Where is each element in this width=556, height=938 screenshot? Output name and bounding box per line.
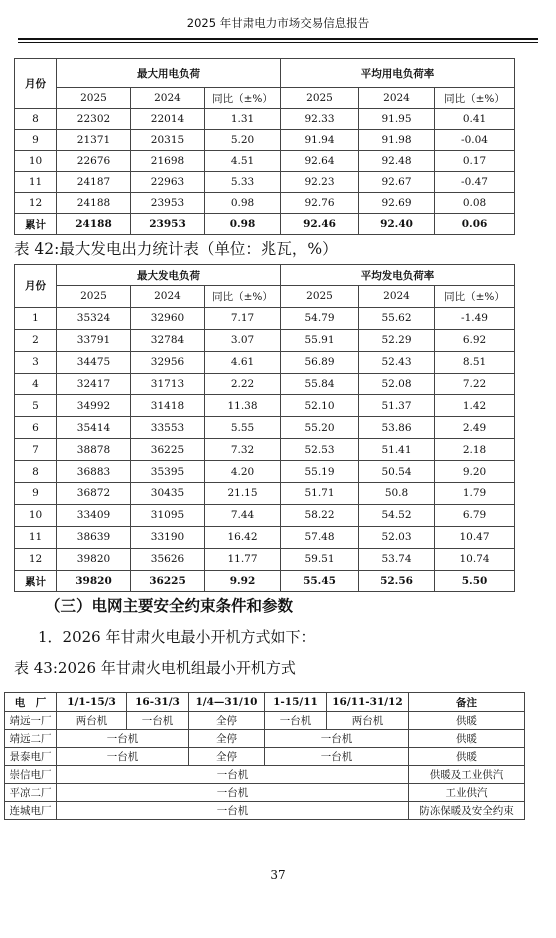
table-cell: 38639	[57, 526, 131, 548]
month-cell: 12	[15, 193, 57, 214]
table-cell: 8.51	[435, 351, 515, 373]
month-cell: 1	[15, 307, 57, 329]
subheader-cell: 2025	[57, 88, 131, 109]
table-cell: 92.76	[281, 193, 359, 214]
month-cell: 2	[15, 329, 57, 351]
total-cell: 9.92	[205, 570, 281, 592]
table-row	[5, 802, 525, 820]
table-cell: 21698	[131, 151, 205, 172]
total-row	[15, 570, 515, 592]
table-cell: 11.38	[205, 395, 281, 417]
table-cell: 6.92	[435, 329, 515, 351]
table-cell: 34992	[57, 395, 131, 417]
table-cell: 5.20	[205, 130, 281, 151]
table-cell: 全停	[189, 730, 265, 748]
remark-cell: 供暖	[409, 730, 525, 748]
table-cell: 一台机	[57, 748, 189, 766]
remark-cell: 供暖	[409, 748, 525, 766]
table-cell: 31418	[131, 395, 205, 417]
table-cell: 6.79	[435, 504, 515, 526]
table-cell: 全停	[189, 712, 265, 730]
table-cell: 20315	[131, 130, 205, 151]
table-cell: 38878	[57, 439, 131, 461]
table-row	[5, 748, 525, 766]
table-row	[15, 526, 515, 548]
table-cell: 1.42	[435, 395, 515, 417]
subheader-cell: 2024	[359, 286, 435, 308]
table-row	[5, 766, 525, 784]
table-row	[15, 172, 515, 193]
table-cell: 92.48	[359, 151, 435, 172]
month-cell: 9	[15, 483, 57, 505]
table-cell: 23953	[131, 193, 205, 214]
month-cell: 4	[15, 373, 57, 395]
total-cell: 52.56	[359, 570, 435, 592]
subheader-cell: 2024	[359, 88, 435, 109]
total-label: 累计	[15, 570, 57, 592]
table-header-cell: 1/1-15/3	[57, 693, 127, 712]
table-row	[15, 307, 515, 329]
table-header-cell: 16-31/3	[127, 693, 189, 712]
table-cell: 7.22	[435, 373, 515, 395]
remark-cell: 供暖	[409, 712, 525, 730]
table-cell: 7.32	[205, 439, 281, 461]
max-load-table	[14, 58, 515, 235]
table-cell: 34475	[57, 351, 131, 373]
plant-name: 靖远二厂	[5, 730, 57, 748]
month-cell: 12	[15, 548, 57, 570]
total-cell: 24188	[57, 214, 131, 235]
table-cell: 一台机	[57, 766, 409, 784]
table-header-cell: 1-15/11	[265, 693, 327, 712]
table-cell: 51.41	[359, 439, 435, 461]
table-cell: 92.23	[281, 172, 359, 193]
total-cell: 55.45	[281, 570, 359, 592]
table-cell: 22963	[131, 172, 205, 193]
table-cell: 91.98	[359, 130, 435, 151]
table-cell: 53.74	[359, 548, 435, 570]
table-cell: 1.79	[435, 483, 515, 505]
table-row	[15, 417, 515, 439]
month-header: 月份	[15, 265, 57, 308]
table-cell: 55.19	[281, 461, 359, 483]
table-cell: 1.31	[205, 109, 281, 130]
table-row	[5, 712, 525, 730]
table-row	[15, 130, 515, 151]
table-cell: 一台机	[57, 730, 189, 748]
month-cell: 5	[15, 395, 57, 417]
subheader-cell: 同比（±%）	[205, 88, 281, 109]
table-row	[15, 373, 515, 395]
table-cell: 35626	[131, 548, 205, 570]
total-cell: 92.40	[359, 214, 435, 235]
table-cell: 52.08	[359, 373, 435, 395]
table-row	[15, 548, 515, 570]
table-header-cell: 电 厂	[5, 693, 57, 712]
subheader-cell: 同比（±%）	[435, 286, 515, 308]
table-cell: 一台机	[265, 748, 409, 766]
list-item: 1．2026 年甘肃火电最小开机方式如下：	[38, 628, 316, 646]
table-row	[15, 439, 515, 461]
table-cell: 36225	[131, 439, 205, 461]
table-cell: 31095	[131, 504, 205, 526]
total-cell: 5.50	[435, 570, 515, 592]
table-cell: 36883	[57, 461, 131, 483]
table-cell: 24188	[57, 193, 131, 214]
table-cell: 53.86	[359, 417, 435, 439]
remark-cell: 防冻保暖及安全约束	[409, 802, 525, 820]
table-cell: -1.49	[435, 307, 515, 329]
group-header: 平均用电负荷率	[281, 59, 515, 88]
table-row	[5, 730, 525, 748]
table-cell: 5.33	[205, 172, 281, 193]
total-label: 累计	[15, 214, 57, 235]
table-row	[15, 395, 515, 417]
table-cell: 2.49	[435, 417, 515, 439]
table-cell: 33409	[57, 504, 131, 526]
table-row	[15, 109, 515, 130]
month-cell: 3	[15, 351, 57, 373]
remark-cell: 供暖及工业供汽	[409, 766, 525, 784]
table-cell: 35324	[57, 307, 131, 329]
table-cell: 52.10	[281, 395, 359, 417]
table-cell: 0.17	[435, 151, 515, 172]
report-header: 2025 年甘肃电力市场交易信息报告	[18, 12, 538, 40]
table-cell: 54.79	[281, 307, 359, 329]
table-caption: 表 43:2026 年甘肃火电机组最小开机方式	[14, 659, 296, 677]
table-cell: -0.04	[435, 130, 515, 151]
table-cell: 一台机	[57, 784, 409, 802]
page-number: 37	[270, 868, 286, 882]
group-header: 最大发电负荷	[57, 265, 281, 286]
table-cell: 52.43	[359, 351, 435, 373]
total-cell: 92.46	[281, 214, 359, 235]
plant-name: 崇信电厂	[5, 766, 57, 784]
table-cell: 55.20	[281, 417, 359, 439]
table-row	[15, 193, 515, 214]
table-cell: 55.62	[359, 307, 435, 329]
table-cell: 21371	[57, 130, 131, 151]
table-cell: 11.77	[205, 548, 281, 570]
table-cell: 30435	[131, 483, 205, 505]
table-cell: 24187	[57, 172, 131, 193]
table-row	[15, 461, 515, 483]
table-cell: 52.29	[359, 329, 435, 351]
total-cell: 39820	[57, 570, 131, 592]
table-cell: 59.51	[281, 548, 359, 570]
table-header-cell: 1/4—31/10	[189, 693, 265, 712]
table-cell: 92.69	[359, 193, 435, 214]
group-header: 平均发电负荷率	[281, 265, 515, 286]
table-cell: 56.89	[281, 351, 359, 373]
month-cell: 11	[15, 172, 57, 193]
table-cell: 51.37	[359, 395, 435, 417]
table-cell: 54.52	[359, 504, 435, 526]
table-cell: 22014	[131, 109, 205, 130]
table-cell: 39820	[57, 548, 131, 570]
remark-cell: 工业供汽	[409, 784, 525, 802]
table-cell: 52.53	[281, 439, 359, 461]
month-cell: 11	[15, 526, 57, 548]
total-cell: 23953	[131, 214, 205, 235]
table-cell: 全停	[189, 748, 265, 766]
table-row	[15, 483, 515, 505]
plant-name: 平凉二厂	[5, 784, 57, 802]
table-row	[15, 151, 515, 172]
table-cell: 55.84	[281, 373, 359, 395]
section-heading: （三）电网主要安全约束条件和参数	[45, 596, 294, 615]
table-cell: 58.22	[281, 504, 359, 526]
table-cell: 16.42	[205, 526, 281, 548]
month-cell: 10	[15, 151, 57, 172]
table-row	[15, 504, 515, 526]
subheader-cell: 2025	[57, 286, 131, 308]
table-cell: 7.17	[205, 307, 281, 329]
total-cell: 36225	[131, 570, 205, 592]
subheader-cell: 同比（±%）	[205, 286, 281, 308]
group-header: 最大用电负荷	[57, 59, 281, 88]
table-cell: 33190	[131, 526, 205, 548]
table-cell: 两台机	[57, 712, 127, 730]
subheader-cell: 2025	[281, 286, 359, 308]
month-cell: 6	[15, 417, 57, 439]
table-row	[15, 329, 515, 351]
table-cell: 21.15	[205, 483, 281, 505]
table-cell: 50.8	[359, 483, 435, 505]
table-cell: 一台机	[265, 730, 409, 748]
table-cell: 22676	[57, 151, 131, 172]
table-cell: 91.94	[281, 130, 359, 151]
table-cell: 91.95	[359, 109, 435, 130]
subheader-cell: 2024	[131, 88, 205, 109]
plant-name: 景泰电厂	[5, 748, 57, 766]
table-cell: 一台机	[127, 712, 189, 730]
table-cell: 55.91	[281, 329, 359, 351]
subheader-cell: 2024	[131, 286, 205, 308]
subheader-cell: 2025	[281, 88, 359, 109]
table-cell: 32960	[131, 307, 205, 329]
table-cell: 52.03	[359, 526, 435, 548]
table-cell: 32784	[131, 329, 205, 351]
table-header-cell: 备注	[409, 693, 525, 712]
table-header-cell: 16/11-31/12	[327, 693, 409, 712]
table-cell: 92.64	[281, 151, 359, 172]
month-cell: 9	[15, 130, 57, 151]
table-cell: 2.18	[435, 439, 515, 461]
table-cell: 35395	[131, 461, 205, 483]
plant-name: 靖远一厂	[5, 712, 57, 730]
table-row	[15, 351, 515, 373]
total-cell: 0.98	[205, 214, 281, 235]
month-cell: 10	[15, 504, 57, 526]
table-cell: 10.47	[435, 526, 515, 548]
table-cell: 0.08	[435, 193, 515, 214]
table-cell: 57.48	[281, 526, 359, 548]
table-cell: 0.41	[435, 109, 515, 130]
month-cell: 8	[15, 109, 57, 130]
table-row	[5, 784, 525, 802]
table-cell: 51.71	[281, 483, 359, 505]
table-cell: 一台机	[57, 802, 409, 820]
max-generation-table	[14, 264, 515, 592]
table-cell: 22302	[57, 109, 131, 130]
table-cell: 0.98	[205, 193, 281, 214]
table-cell: 一台机	[265, 712, 327, 730]
plant-name: 连城电厂	[5, 802, 57, 820]
table-cell: 两台机	[327, 712, 409, 730]
month-cell: 8	[15, 461, 57, 483]
table-cell: 32956	[131, 351, 205, 373]
table-cell: 36872	[57, 483, 131, 505]
table-cell: 7.44	[205, 504, 281, 526]
total-cell: 0.06	[435, 214, 515, 235]
table-cell: 10.74	[435, 548, 515, 570]
table-cell: 31713	[131, 373, 205, 395]
table-cell: 4.20	[205, 461, 281, 483]
table-cell: 50.54	[359, 461, 435, 483]
table-caption: 表 42:最大发电出力统计表（单位：兆瓦，%）	[14, 240, 338, 258]
min-units-table	[4, 692, 525, 820]
total-row	[15, 214, 515, 235]
table-cell: 9.20	[435, 461, 515, 483]
month-header: 月份	[15, 59, 57, 109]
table-cell: 3.07	[205, 329, 281, 351]
table-cell: 92.67	[359, 172, 435, 193]
table-cell: 2.22	[205, 373, 281, 395]
table-cell: 4.61	[205, 351, 281, 373]
table-cell: 32417	[57, 373, 131, 395]
table-cell: 92.33	[281, 109, 359, 130]
table-cell: -0.47	[435, 172, 515, 193]
subheader-cell: 同比（±%）	[435, 88, 515, 109]
table-cell: 35414	[57, 417, 131, 439]
table-cell: 33553	[131, 417, 205, 439]
table-cell: 4.51	[205, 151, 281, 172]
table-cell: 33791	[57, 329, 131, 351]
table-cell: 5.55	[205, 417, 281, 439]
month-cell: 7	[15, 439, 57, 461]
